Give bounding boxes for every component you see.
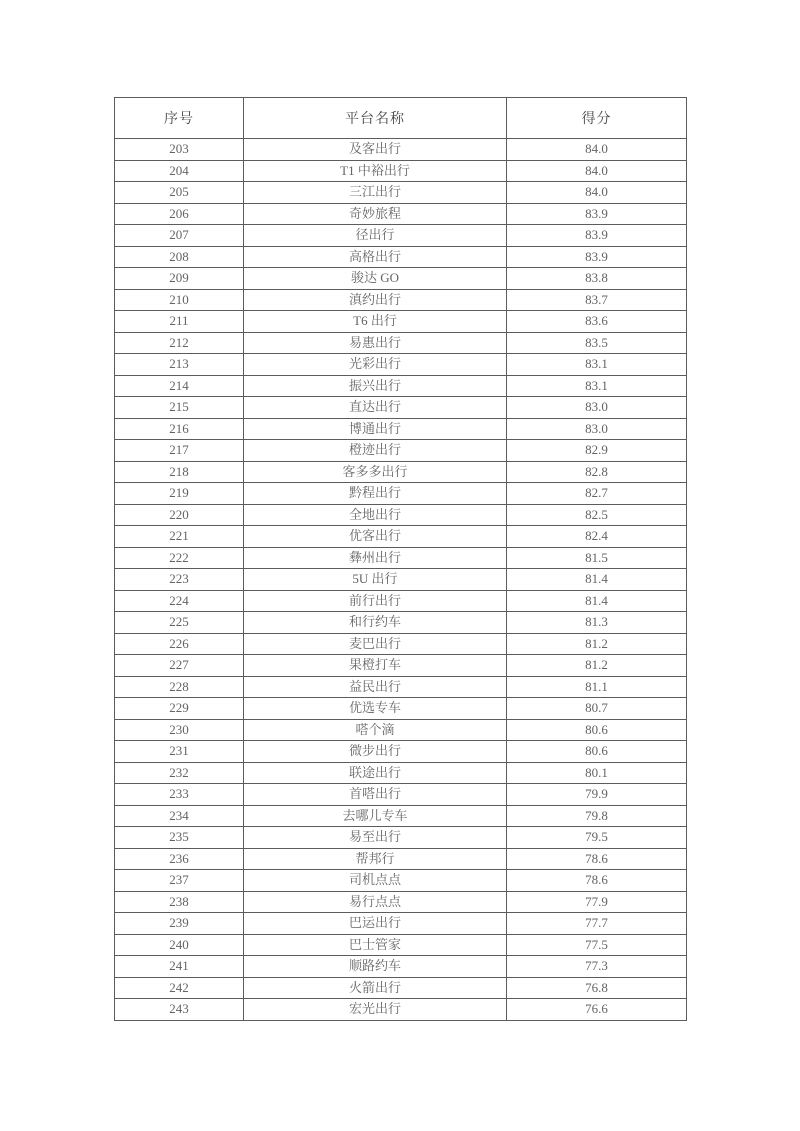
cell-score: 83.9: [507, 203, 687, 225]
cell-score: 77.5: [507, 934, 687, 956]
table-row: [115, 870, 687, 892]
table-row: [115, 354, 687, 376]
cell-index: 236: [115, 848, 244, 870]
cell-score: 78.6: [507, 848, 687, 870]
cell-platform-name: 麦巴出行: [244, 633, 507, 655]
table-row: [115, 762, 687, 784]
cell-score: 82.4: [507, 526, 687, 548]
cell-platform-name: 优客出行: [244, 526, 507, 548]
column-header-score: 得分: [507, 98, 687, 139]
cell-score: 84.0: [507, 182, 687, 204]
cell-platform-name: T6 出行: [244, 311, 507, 333]
cell-index: 238: [115, 891, 244, 913]
cell-score: 81.4: [507, 590, 687, 612]
cell-platform-name: 嗒个滴: [244, 719, 507, 741]
cell-platform-name: 联途出行: [244, 762, 507, 784]
cell-platform-name: 和行约车: [244, 612, 507, 634]
table-row: [115, 934, 687, 956]
cell-index: 214: [115, 375, 244, 397]
cell-index: 230: [115, 719, 244, 741]
cell-index: 234: [115, 805, 244, 827]
cell-score: 84.0: [507, 139, 687, 161]
cell-index: 208: [115, 246, 244, 268]
cell-score: 78.6: [507, 870, 687, 892]
cell-index: 241: [115, 956, 244, 978]
table-row: [115, 246, 687, 268]
cell-index: 204: [115, 160, 244, 182]
table-row: [115, 139, 687, 161]
cell-score: 83.9: [507, 246, 687, 268]
table-header-row: [115, 98, 687, 139]
cell-index: 226: [115, 633, 244, 655]
cell-score: 83.9: [507, 225, 687, 247]
cell-index: 239: [115, 913, 244, 935]
cell-score: 82.7: [507, 483, 687, 505]
cell-score: 77.9: [507, 891, 687, 913]
table-row: [115, 891, 687, 913]
cell-platform-name: 去哪儿专车: [244, 805, 507, 827]
table-row: [115, 160, 687, 182]
cell-score: 81.2: [507, 655, 687, 677]
cell-platform-name: 前行出行: [244, 590, 507, 612]
cell-score: 77.7: [507, 913, 687, 935]
cell-score: 80.1: [507, 762, 687, 784]
cell-index: 205: [115, 182, 244, 204]
table-row: [115, 440, 687, 462]
table-row: [115, 719, 687, 741]
cell-platform-name: 易行点点: [244, 891, 507, 913]
cell-score: 79.8: [507, 805, 687, 827]
table-body: [115, 139, 687, 1021]
cell-index: 220: [115, 504, 244, 526]
cell-platform-name: 振兴出行: [244, 375, 507, 397]
cell-platform-name: 帮邦行: [244, 848, 507, 870]
cell-index: 235: [115, 827, 244, 849]
cell-platform-name: 奇妙旅程: [244, 203, 507, 225]
cell-index: 232: [115, 762, 244, 784]
cell-score: 83.6: [507, 311, 687, 333]
cell-index: 211: [115, 311, 244, 333]
column-header-platform-name: 平台名称: [244, 98, 507, 139]
cell-platform-name: 益民出行: [244, 676, 507, 698]
cell-platform-name: 黔程出行: [244, 483, 507, 505]
cell-score: 81.5: [507, 547, 687, 569]
cell-score: 83.8: [507, 268, 687, 290]
cell-score: 77.3: [507, 956, 687, 978]
cell-platform-name: 三江出行: [244, 182, 507, 204]
cell-platform-name: 宏光出行: [244, 999, 507, 1021]
cell-platform-name: 直达出行: [244, 397, 507, 419]
cell-platform-name: T1 中裕出行: [244, 160, 507, 182]
cell-platform-name: 微步出行: [244, 741, 507, 763]
cell-index: 237: [115, 870, 244, 892]
cell-index: 207: [115, 225, 244, 247]
table-row: [115, 676, 687, 698]
table-row: [115, 547, 687, 569]
cell-index: 242: [115, 977, 244, 999]
cell-index: 221: [115, 526, 244, 548]
cell-platform-name: 优选专车: [244, 698, 507, 720]
cell-index: 233: [115, 784, 244, 806]
table-row: [115, 612, 687, 634]
table-row: [115, 956, 687, 978]
table-row: [115, 461, 687, 483]
table-row: [115, 848, 687, 870]
cell-platform-name: 光彩出行: [244, 354, 507, 376]
cell-index: 203: [115, 139, 244, 161]
cell-platform-name: 易至出行: [244, 827, 507, 849]
table-row: [115, 569, 687, 591]
cell-index: 222: [115, 547, 244, 569]
cell-platform-name: 5U 出行: [244, 569, 507, 591]
cell-index: 217: [115, 440, 244, 462]
cell-platform-name: 彝州出行: [244, 547, 507, 569]
cell-score: 81.4: [507, 569, 687, 591]
cell-score: 83.0: [507, 418, 687, 440]
cell-score: 79.9: [507, 784, 687, 806]
cell-score: 83.1: [507, 375, 687, 397]
cell-index: 206: [115, 203, 244, 225]
cell-score: 83.0: [507, 397, 687, 419]
cell-index: 229: [115, 698, 244, 720]
cell-platform-name: 全地出行: [244, 504, 507, 526]
table-row: [115, 590, 687, 612]
cell-score: 82.9: [507, 440, 687, 462]
cell-score: 83.7: [507, 289, 687, 311]
cell-platform-name: 及客出行: [244, 139, 507, 161]
platform-score-table: [114, 97, 687, 1021]
table-row: [115, 182, 687, 204]
cell-platform-name: 巴士管家: [244, 934, 507, 956]
table-row: [115, 225, 687, 247]
cell-score: 80.6: [507, 741, 687, 763]
table-row: [115, 741, 687, 763]
table-row: [115, 698, 687, 720]
cell-platform-name: 径出行: [244, 225, 507, 247]
cell-index: 209: [115, 268, 244, 290]
cell-platform-name: 巴运出行: [244, 913, 507, 935]
table-row: [115, 784, 687, 806]
table-row: [115, 827, 687, 849]
cell-score: 83.5: [507, 332, 687, 354]
table-row: [115, 268, 687, 290]
cell-platform-name: 火箭出行: [244, 977, 507, 999]
table-row: [115, 504, 687, 526]
cell-index: 228: [115, 676, 244, 698]
table-row: [115, 397, 687, 419]
cell-index: 216: [115, 418, 244, 440]
cell-index: 240: [115, 934, 244, 956]
cell-index: 231: [115, 741, 244, 763]
cell-platform-name: 骏达 GO: [244, 268, 507, 290]
cell-index: 219: [115, 483, 244, 505]
cell-index: 225: [115, 612, 244, 634]
cell-platform-name: 顺路约车: [244, 956, 507, 978]
table-row: [115, 977, 687, 999]
cell-index: 212: [115, 332, 244, 354]
cell-platform-name: 滇约出行: [244, 289, 507, 311]
cell-score: 80.7: [507, 698, 687, 720]
table-row: [115, 483, 687, 505]
cell-score: 81.2: [507, 633, 687, 655]
cell-score: 84.0: [507, 160, 687, 182]
table-row: [115, 999, 687, 1021]
cell-index: 223: [115, 569, 244, 591]
table-row: [115, 332, 687, 354]
cell-score: 80.6: [507, 719, 687, 741]
cell-index: 243: [115, 999, 244, 1021]
cell-score: 79.5: [507, 827, 687, 849]
cell-score: 81.1: [507, 676, 687, 698]
column-header-index: 序号: [115, 98, 244, 139]
table-row: [115, 655, 687, 677]
table-row: [115, 203, 687, 225]
cell-platform-name: 易惠出行: [244, 332, 507, 354]
table-row: [115, 526, 687, 548]
cell-score: 82.5: [507, 504, 687, 526]
cell-index: 227: [115, 655, 244, 677]
cell-score: 76.6: [507, 999, 687, 1021]
cell-index: 224: [115, 590, 244, 612]
table-row: [115, 805, 687, 827]
cell-index: 213: [115, 354, 244, 376]
cell-platform-name: 果橙打车: [244, 655, 507, 677]
cell-platform-name: 首嗒出行: [244, 784, 507, 806]
cell-score: 76.8: [507, 977, 687, 999]
table-row: [115, 375, 687, 397]
cell-index: 215: [115, 397, 244, 419]
cell-index: 210: [115, 289, 244, 311]
table-row: [115, 289, 687, 311]
cell-platform-name: 橙迹出行: [244, 440, 507, 462]
table-row: [115, 913, 687, 935]
cell-platform-name: 高格出行: [244, 246, 507, 268]
cell-platform-name: 博通出行: [244, 418, 507, 440]
cell-platform-name: 客多多出行: [244, 461, 507, 483]
cell-score: 82.8: [507, 461, 687, 483]
cell-index: 218: [115, 461, 244, 483]
table-row: [115, 633, 687, 655]
cell-platform-name: 司机点点: [244, 870, 507, 892]
cell-score: 83.1: [507, 354, 687, 376]
cell-score: 81.3: [507, 612, 687, 634]
table-row: [115, 311, 687, 333]
table-row: [115, 418, 687, 440]
